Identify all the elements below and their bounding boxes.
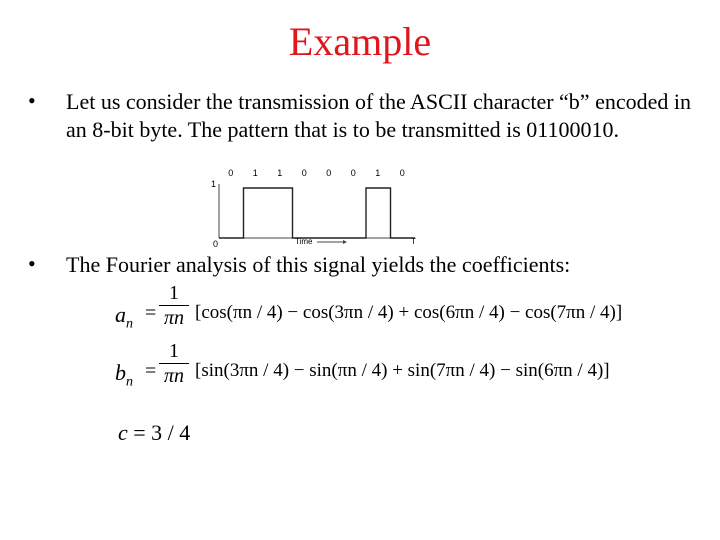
y-high-label: 1: [211, 179, 217, 189]
bit-label: 1: [277, 168, 283, 178]
bit-label: 0: [228, 168, 234, 178]
y-low-label: 0: [213, 239, 219, 248]
equation-lhs: $a_n$: [115, 302, 133, 332]
equals-sign: =: [145, 360, 157, 382]
equation-body: [sin(3πn / 4) − sin(πn / 4) + sin(7πn / 4) − sin(6πn / 4)]: [195, 360, 610, 381]
bit-label: 1: [375, 168, 381, 178]
x-end-label: T: [411, 237, 416, 246]
bullet-marker: •: [28, 251, 36, 276]
time-arrowhead: [343, 240, 347, 244]
bit-label: 0: [350, 168, 356, 178]
equation-a-n: [115, 282, 695, 332]
fraction: 1 πn: [159, 340, 189, 387]
bullet-text-transmission: Let us consider the transmission of the ASCII character “b” encoded in an 8-bit byte. The pattern that is to be transmitted is 01100010.: [66, 89, 691, 142]
bit-pattern-waveform: [205, 166, 425, 248]
bullet-marker: •: [28, 88, 36, 113]
equation-c: c = 3 / 4: [118, 420, 191, 445]
bit-label: 0: [301, 168, 307, 178]
bit-label: 1: [252, 168, 258, 178]
slide-title: Example: [288, 19, 432, 64]
bullet-text-fourier: The Fourier analysis of this signal yields the coefficients:: [66, 252, 571, 277]
bit-label: 0: [326, 168, 332, 178]
waveform-trace: [219, 188, 415, 238]
bit-label: 0: [399, 168, 405, 178]
equation-body: [cos(πn / 4) − cos(3πn / 4) + cos(6πn / 4) − cos(7πn / 4)]: [195, 302, 623, 323]
equation-b-n: [115, 340, 695, 390]
equals-sign: =: [145, 302, 157, 324]
fraction: 1 πn: [159, 282, 189, 329]
x-axis-label: Time: [295, 237, 313, 246]
equation-lhs: $b_n$: [115, 360, 133, 390]
